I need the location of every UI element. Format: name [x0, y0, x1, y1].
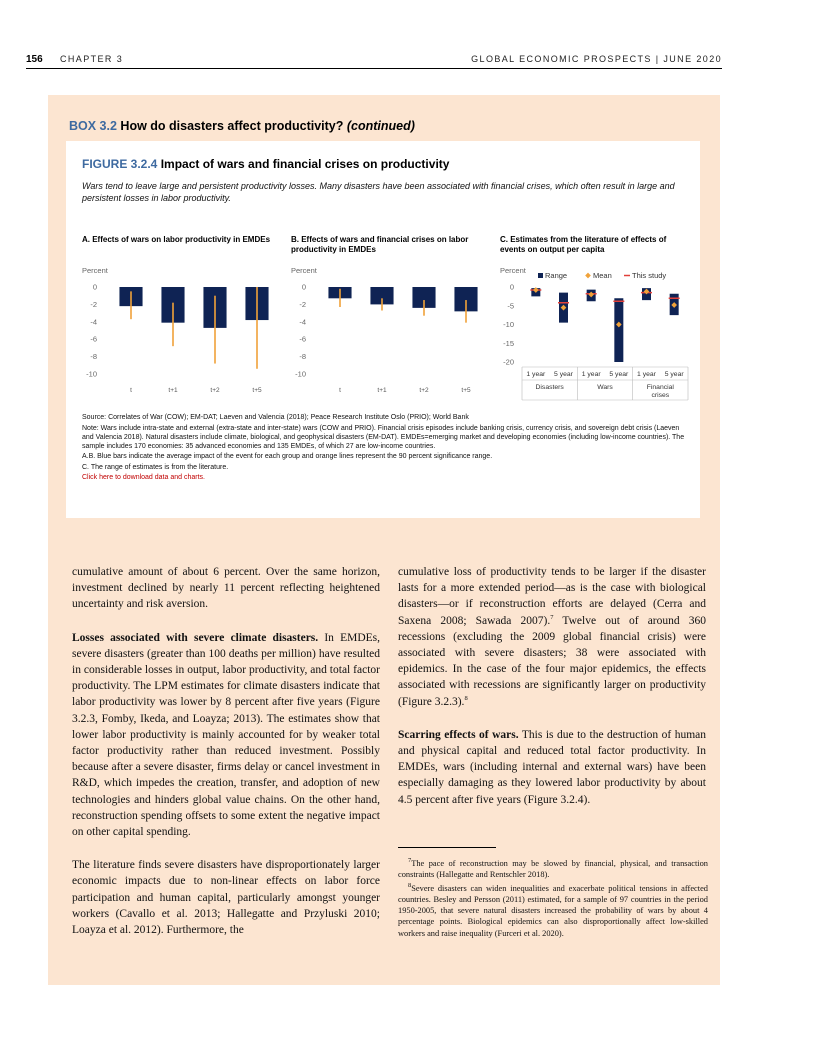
- box-title: [69, 119, 415, 133]
- panel-b-title: B. Effects of wars and financial crises on labor productivity in EMDEs: [291, 235, 469, 254]
- paragraph: cumulative amount of about 6 percent. Over the same horizon, investment declined by nearly 11 percent reflecting heightened uncertainty and risk aversion.: [72, 566, 380, 611]
- paragraph: The literature finds severe disasters have disproportionately larger economic impacts due to non-linear effects on labor force participation and human capital, particularly amongst younger workers (Cavallo et al. 2013; Hallegatte and Przyluski 2010; Loayza et al. 2012). Furthermore, the: [72, 859, 380, 937]
- x-tick-label: 5 year: [554, 371, 573, 378]
- footnote-ref[interactable]: 7: [550, 613, 554, 621]
- paragraph-text: Twelve out of around 360 recessions (excluding the 2009 global financial crisis) were associated with severe disasters; 38 were associated with epidemics. In the case of the four major epidemics, the effects associated with recessions are significantly larger on productivity (Figure 3.2.3).: [398, 614, 707, 708]
- y-tick-label: -15: [503, 338, 514, 348]
- y-tick-label: -10: [503, 320, 514, 329]
- y-tick-label: -10: [86, 369, 97, 379]
- x-tick-label: t+1: [377, 387, 387, 394]
- legend-swatch-mean: [585, 273, 591, 279]
- legend-label: Range: [545, 271, 568, 280]
- footnotes: [398, 858, 708, 941]
- legend-label: This study: [632, 271, 667, 280]
- footnote-7: [398, 858, 708, 881]
- panel-c-title: C. Estimates from the literature of effects of events on output per capita: [500, 235, 667, 254]
- note-ab: A.B. Blue bars indicate the average impact of the event for each group and orange lines represent the 90 percent significance range.: [82, 453, 493, 460]
- y-tick-label: 0: [92, 282, 97, 292]
- note-c: C. The range of estimates is from the literature.: [82, 463, 229, 471]
- y-tick-label: -2: [90, 299, 97, 309]
- group-label: Financial: [646, 384, 674, 391]
- x-tick-label: 1 year: [581, 371, 601, 378]
- x-tick-label: t: [130, 387, 132, 394]
- box-continued: (continued): [346, 119, 415, 133]
- paragraph: [398, 564, 706, 710]
- running-header: [26, 54, 722, 69]
- y-axis-label: Percent: [291, 266, 317, 275]
- y-axis-label: Percent: [82, 266, 108, 275]
- x-tick-label: t+5: [461, 387, 471, 394]
- panel-a-title: A. Effects of wars on labor productivity in EMDEs: [82, 235, 271, 244]
- chart-a: [82, 264, 282, 404]
- box-title-text: How do disasters affect productivity?: [120, 119, 344, 133]
- figure-title: [82, 157, 449, 171]
- x-tick-label: t: [339, 387, 341, 394]
- group-label: crises: [651, 392, 670, 399]
- report-title: GLOBAL ECONOMIC PROSPECTS | JUNE 2020: [471, 54, 722, 64]
- footnote-number: 7: [408, 857, 412, 865]
- range-bar: [614, 298, 623, 362]
- y-tick-label: -6: [90, 334, 97, 344]
- legend-label: Mean: [593, 271, 612, 280]
- footnote-ref[interactable]: 8: [464, 694, 468, 702]
- x-tick-label: t+2: [419, 387, 429, 394]
- body-column-left: [72, 564, 380, 955]
- x-tick-label: t+5: [252, 387, 262, 394]
- paragraph-heading: Losses associated with severe climate disasters.: [72, 631, 319, 644]
- source-note: Source: Correlates of War (COW); EM-DAT; Laeven and Valencia (2018); Peace Research Institute Oslo (PRIO); World Bank: [82, 414, 469, 421]
- figure-label: FIGURE 3.2.4: [82, 157, 158, 171]
- footnote-8: [398, 883, 708, 939]
- footnote-number: 8: [408, 881, 412, 889]
- x-tick-label: 1 year: [637, 371, 656, 378]
- legend-swatch-range: [538, 273, 543, 278]
- y-tick-label: -20: [503, 357, 514, 367]
- y-tick-label: 0: [509, 282, 514, 292]
- x-tick-label: 1 year: [526, 371, 546, 378]
- y-tick-label: -10: [295, 369, 306, 379]
- x-tick-label: 5 year: [609, 371, 629, 378]
- paragraph-text: In EMDEs, severe disasters (greater than 100 deaths per million) have resulted in considerable losses in output, labor productivity, and total factor productivity. The LPM estimates for climate disasters indicate that labor productivity was lower by 8 percent after five years (Figure 3.2.3, Fomby, Ikeda, and Loayza; 2013). The estimates show that lower labor productivity is mainly accounted for by weaker total factor productivity rather than reduced investment. Possibly because after a severe disaster, firms delay or cancel investment in R&D, which impedes the creation, transfer, and adoption of new technologies and hinders global value chains. On the other hand, reconstruction spending offsets to some extent the negative impact on other capital spending.: [72, 631, 380, 839]
- x-tick-label: t+1: [168, 387, 178, 394]
- body-column-right: [398, 564, 706, 825]
- figure-subtitle: Wars tend to leave large and persistent productivity losses. Many disasters have been associated with financial crises, which often result in large and persistent losses in labor productivity.: [82, 181, 675, 203]
- y-tick-label: -2: [299, 299, 306, 309]
- y-tick-label: -4: [299, 317, 306, 327]
- chart-b: [291, 264, 491, 404]
- paragraph: [398, 727, 706, 808]
- note-text: Note: Wars include intra-state and external (extra-state and inter-state) wars (COW and PRIO). Financial crisis episodes include banking crisis, currency crisis, and sovereign debt crisis (Laeven and Valencia 2018). Natural disasters include climate, biological, and geophysical disasters (EM-DAT). EMDEs=emerging market and developing economies (including low-income countries). The sample includes 170 economies: 35 advanced economies and 135 EMDEs, of which 27 are low-income countries.: [82, 424, 685, 450]
- paragraph-heading: Scarring effects of wars.: [398, 728, 519, 741]
- y-tick-label: -6: [299, 334, 306, 344]
- y-tick-label: -8: [299, 352, 306, 362]
- footnote-text: Severe disasters can widen inequalities and exacerbate political tensions in affected countries. Besley and Persson (2011) estimated, for a sample of 97 countries in the period 1950-2005, that severe natural disasters increased the probability of wars by about 4 percentage points. Biological epidemics can also disproportionally affect low-skilled workers and raise inequality (Furceri et al. 2020).: [398, 883, 708, 938]
- group-label: Disasters: [535, 384, 564, 391]
- chart-c: [500, 264, 700, 404]
- page-number: 156: [26, 54, 43, 65]
- box-label: BOX 3.2: [69, 119, 117, 133]
- figure-notes: [82, 413, 690, 484]
- y-tick-label: -5: [507, 301, 514, 311]
- paragraph: [72, 630, 380, 841]
- paragraph-text: This is due to the destruction of human and physical capital and reduced total factor productivity. In EMDEs, wars (including internal and external wars) have been especially damaging as they lowered labor productivity by about 4.5 percent after five years (Figure 3.2.4).: [398, 728, 706, 806]
- y-axis-label: Percent: [500, 266, 526, 275]
- y-tick-label: -4: [90, 317, 97, 327]
- chapter-label: CHAPTER 3: [60, 54, 124, 64]
- download-link[interactable]: Click here to download data and charts.: [82, 474, 205, 481]
- paragraph-text: cumulative loss of productivity tends to be larger if the disaster lasts for a more extended period—as is the case with biological disasters—or if reconstruction efforts are delayed (Cerra and Saxena 2008; Sawada 2007).: [398, 566, 706, 627]
- group-label: Wars: [597, 384, 613, 391]
- y-tick-label: 0: [301, 282, 306, 292]
- footnote-text: The pace of reconstruction may be slowed by financial, physical, and transaction constraints (Hallegatte and Rentschler 2018).: [398, 859, 708, 880]
- y-tick-label: -8: [90, 352, 97, 362]
- x-tick-label: 5 year: [664, 371, 684, 378]
- figure-title-text: Impact of wars and financial crises on productivity: [160, 157, 450, 171]
- x-tick-label: t+2: [210, 387, 220, 394]
- footnote-divider: [398, 847, 496, 848]
